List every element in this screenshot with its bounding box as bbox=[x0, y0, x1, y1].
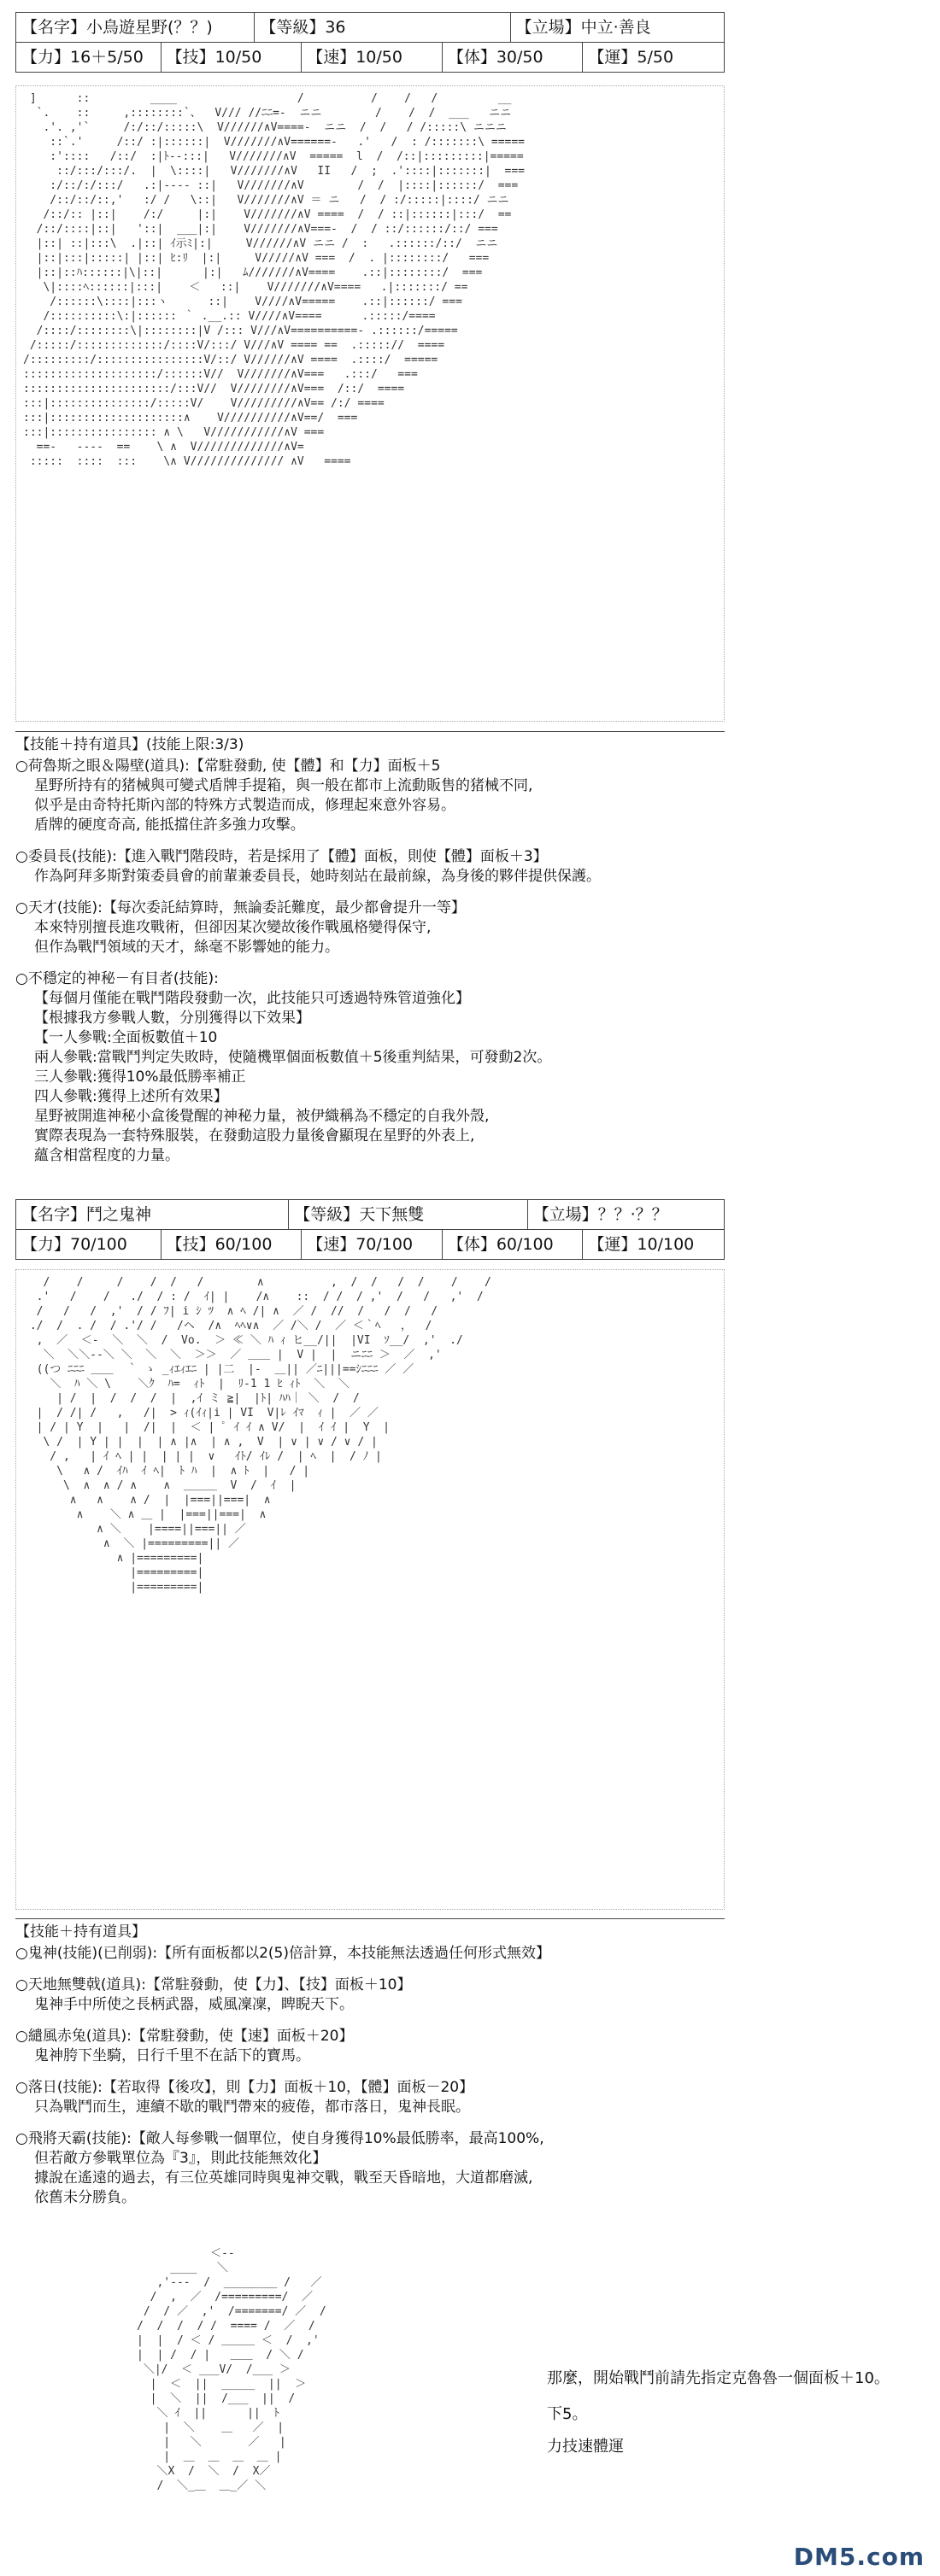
skill-desc-line: 星野所持有的猪械與可變式盾牌手提箱，與一般在都市上流動販售的猪械不同, bbox=[34, 777, 533, 794]
stats-row bbox=[16, 1230, 724, 1259]
ascii-art-character-2: / / / / / / ∧ , / / / / / / .' / / ./ / : / ｲ| | /∧ :: / / / ,' / / ,' / / / / ,' / / ﾌ| i ｼ ﾂ ∧ ﾍ /| ∧ ／ / // / / / / ./ / . / / .'/ / /ヘ /∧ ﾍﾍ∨∧ ／ /＼ / ／ ＜｀ﾍ ， / , ／ ＜- ＼ ＼ / Vo. ＞ ≪ ＼ ﾊ ｨ ヒ__/|| |VI ｿ__/ ,' ./ ＼ ＼＼--＼ ＼ ＼ ＼ ＞＞ ／ ＿＿ | V | | ニﾆﾆ ＞ ／ ,' ((つ ﾆﾆﾆ ＿＿ ｀ ゝ _ｨｴｨｴﾆ | |二 |- ＿|| ／ﾆ|||==ｼﾆﾆﾆ ／ ／ ＼ ﾊ ＼ \ ＼ｸ ﾊ= ｨﾄ | ﾘ-1 1 ﾋ ｨﾄ ＼ ＼ | / | / / / | ,ｲ ミ ≧| |ﾄ| ﾊﾊ｜ ＼ / / | / /| / , /| > ｨ(ｲｨ|i | VI V|ﾚ ｲﾏ ｨ | ／ ／ | / | Y | | /| | ＜ | ﾟ ｲ ｲ ∧ V/ | ｲ ｲ | Y | \ / | Y | | | | ∧ |∧ | ∧ , V | ∨ | ∨ / ∨ / | / , | ｲ ﾍ | | | | | ∨ ｲﾄ/ ｲﾚ / | ﾍ | / ﾉ | \ ∧ / ｲﾊ ｲ ﾍ| ﾄ ﾊ | ∧ ﾄ | / | \ ∧ ∧ / ∧ ∧ ＿＿＿ V / ｲ | ∧ ∧ ∧ / | |===||===| ∧ ∧ ＼ ∧ ＿ | |===||===| ∧ ∧ ＼ |====||===|| ／ ∧ ＼ |=========|| ／ ∧ |=========| |=========| |=========| bbox=[15, 1269, 725, 1910]
stat-skill: 【技】60/100 bbox=[162, 1230, 303, 1259]
skill-desc-line: 三人參戰:獲得10%最低勝率補正 bbox=[34, 1068, 246, 1086]
skill-item bbox=[15, 899, 725, 957]
level-field: 【等級】天下無雙 bbox=[289, 1200, 527, 1229]
skill-title: ○鬼神(技能)(已削弱):【所有面板都以2(5)倍計算，本技能無法透過任何形式無效】 bbox=[15, 1945, 550, 1962]
skill-item bbox=[15, 1944, 725, 1964]
skill-item bbox=[15, 2078, 725, 2117]
level-field: 【等級】36 bbox=[255, 13, 510, 42]
character-sheet-1 bbox=[15, 12, 725, 73]
skill-desc-line: 鬼神胯下坐騎，日行千里不在話下的寶馬。 bbox=[34, 2047, 310, 2064]
narration-line-2: 下5。 bbox=[547, 2405, 588, 2423]
name-field: 【名字】小鳥遊星野(？？) bbox=[16, 13, 255, 42]
skill-desc-line: 依舊未分勝負。 bbox=[34, 2189, 136, 2206]
skill-title: ○委員長(技能):【進入戰鬥階段時，若是採用了【體】面板，則使【體】面板＋3】 bbox=[15, 848, 548, 865]
skills-section-1 bbox=[15, 731, 725, 1178]
skill-title: ○不穩定的神秘－有目者(技能): bbox=[15, 970, 219, 987]
site-logo: DM5.com bbox=[793, 2543, 925, 2571]
skill-desc-line: 蘊含相當程度的力量。 bbox=[34, 1147, 179, 1164]
skill-title: ○天才(技能):【每次委託結算時，無論委託難度，最少都會提升一等】 bbox=[15, 899, 466, 916]
skill-title: ○落日(技能):【若取得【後攻】，則【力】面板＋10，【體】面板－20】 bbox=[15, 2079, 474, 2096]
header-row bbox=[16, 1200, 724, 1230]
stats-row bbox=[16, 43, 724, 72]
character-sheet-2 bbox=[15, 1199, 725, 1260]
skill-desc-line: 似乎是由奇特托斯內部的特殊方式製造而成，修理起來意外容易。 bbox=[34, 797, 455, 814]
skill-desc-line: 實際表現為一套特殊服裝，在發動這股力量後會顯現在星野的外表上, bbox=[34, 1127, 475, 1145]
skills-header: 【技能＋持有道具】 bbox=[15, 1918, 725, 1942]
skill-item bbox=[15, 969, 725, 1166]
skill-desc-line: 但作為戰鬥領域的天才，絲毫不影響她的能力。 bbox=[34, 939, 339, 956]
skills-section-2 bbox=[15, 1918, 725, 2220]
name-field: 【名字】鬥之鬼神 bbox=[16, 1200, 289, 1229]
stat-luck: 【運】5/50 bbox=[588, 48, 674, 67]
stat-speed: 【速】70/100 bbox=[302, 1230, 443, 1259]
skill-item bbox=[15, 2129, 725, 2208]
skill-title: ○飛將天霸(技能):【敵人每參戰一個單位，使自身獲得10%最低勝率，最高100%, bbox=[15, 2130, 544, 2147]
skill-item bbox=[15, 847, 725, 887]
stat-speed: 【速】10/50 bbox=[302, 43, 443, 72]
skills-header: 【技能＋持有道具】(技能上限:3/3) bbox=[15, 731, 725, 755]
skill-desc-line: 盾牌的硬度奇高, 能抵擋住許多強力攻擊。 bbox=[34, 817, 305, 834]
narration-line-3: 力技速體運 bbox=[547, 2438, 624, 2456]
ascii-art-character-1: ] :: ____ / / / / __ `. :: ,::::::::`、 V/// //ﾆﾆ=- ニニ / / / ___ ニニ .'. ,'` /:/::/:::::\ V//////∧V====- ニニ / / / /:::::\ ニニニ ::`.' /::/ :|::::::| V///////∧V======- .' / : /:::::::\ ===== :':::: /::/ :|ﾄ--:::| V///////∧V ===== l / /::|:::::::::|===== ::/:::/:::/. | \::::| V///////∧V II / ; .'::::|:::::::| === :/::/:/:::/ .:|---- ::| V///////∧V / / |::::|::::::/ === /::/::/::,' :/ / \::| V///////∧V ＝ ニ / / :/:::::|::::/ ニニ /::/:: |::| /:/ |:| V///////∧V ==== / / ::|::::::|:::/ == /::/::::|::| '::| ___|:| V///////∧V===- / / ::/::::::/::/ === |::| ::|:::\ .|::| ｲ示ﾐ|:| V//////∧V ニニ / : .::::::/::/ ニニ |::|:::|:::::| |::| ﾋ:ﾘ |:| V/////∧V === / . |::::::::/ === |::|::ﾊ::::::|\|::| |:| ﾑ///////∧V==== .::|::::::::/ === \|::::ﾍ::::::|:::| ＜ ::| V///////∧V==== .|:::::::/ == /::::::\::::|:::ヽ ::| V////∧V===== .::|::::::/ === /::::::::::\:|:::::: ｀ .__.:: V////∧V==== .:::::/==== /::::/::::::::\|::::::::|V /::: V///∧V==========- .::::::/===== /:::::/:::::::::::::/::::V/:::/ V///∧V ==== == .:::::// ==== /:::::::::/::::::::::::::::V/::/ V//////∧V ==== .::::/ ===== ::::::::::::::::::::/::::::V// V///////∧V=== .:::/ === ::::::::::::::::::::::/:::V// V////////∧V=== /::/ ==== :::|:::::::::::::::/:::::V/ V/////////∧V== /:/ ==== :::|::::::::::::::::::::∧ V//////////∧V==/ === :::|:::::::::::::::: ∧ \ V///////////∧V === ==- ---- == \ ∧ V/////////////∧V= ::::: :::: ::: \∧ V////////////// ∧V ==== bbox=[15, 85, 725, 722]
skill-desc-line: 四人參戰:獲得上述所有效果】 bbox=[34, 1088, 228, 1105]
header-row bbox=[16, 13, 724, 43]
skill-title: ○荷魯斯之眼＆陽壁(道具):【常駐發動, 使【體】和【力】面板＋5 bbox=[15, 758, 441, 775]
skill-desc-line: 星野被開進神秘小盒後覺醒的神秘力量，被伊織稱為不穩定的自我外殼, bbox=[34, 1108, 490, 1125]
skill-desc-line: 【一人參戰:全面板數值＋10 bbox=[34, 1029, 218, 1046]
skill-desc-line: 【根據我方參戰人數，分別獲得以下效果】 bbox=[34, 1010, 310, 1027]
skill-desc-line: 鬼神手中所使之長柄武器，威風凜凜，睥睨天下。 bbox=[34, 1996, 354, 2013]
skill-desc-line: 本來特別擅長進攻戰術，但卻因某次變故後作戰風格變得保守, bbox=[34, 919, 432, 936]
skill-title: ○繾風赤兔(道具):【常駐發動，使【速】面板＋20】 bbox=[15, 2028, 354, 2045]
skill-title: ○天地無雙戟(道具):【常駐發動，使【力】、【技】面板＋10】 bbox=[15, 1976, 412, 1993]
stat-skill: 【技】10/50 bbox=[162, 43, 303, 72]
skill-desc-line: 作為阿拜多斯對策委員會的前輩兼委員長，她時刻站在最前線，為身後的夥伴提供保護。 bbox=[34, 868, 601, 885]
stat-luck: 【運】10/100 bbox=[588, 1235, 695, 1254]
stat-body: 【体】30/50 bbox=[443, 43, 584, 72]
stat-power: 【力】70/100 bbox=[16, 1230, 162, 1259]
stat-body: 【体】60/100 bbox=[443, 1230, 584, 1259]
ascii-art-narrator: ＜-- ____ ＼ ,'--- / ________ / ／ / , ／ /=========/ ／ / / ／ ,' /=======/ ／ / / / / / / ==== / ／ / | | / ＜ / ＿＿＿ ＜ / ,' | | / / | ＿＿ / ＼ / ＼|/ ＜ ___V/ /___ ＞ | ＜ || _____ || ＞ | ＼ || /___ || / ＼ ｲ || || ﾄ | ＼ ＿ ／ | | ＼ ／ | | ＿ ＿ ＿ ＿ | ＼X / ＼ / X／ / ＼_＿ ＿_／ ＼ bbox=[137, 2247, 326, 2492]
skill-desc-line: 據說在遙遠的過去，有三位英雄同時與鬼神交戰，戰至天昏暗地，大道都磨滅, bbox=[34, 2169, 533, 2187]
stance-field: 【立場】？？·？？ bbox=[532, 1205, 668, 1224]
skill-item bbox=[15, 1976, 725, 2015]
skill-desc-line: 只為戰鬥而生，連續不歇的戰鬥帶來的疲倦，都市落日，鬼神長眠。 bbox=[34, 2099, 470, 2116]
skill-item bbox=[15, 2027, 725, 2066]
stance-field: 【立場】中立·善良 bbox=[515, 18, 651, 37]
skill-desc-line: 【每個月僅能在戰鬥階段發動一次，此技能只可透過特殊管道強化】 bbox=[34, 990, 470, 1007]
skill-desc-line: 兩人參戰:當戰鬥判定失敗時，使隨機單個面板數值＋5後重判結果，可發動2次。 bbox=[34, 1049, 552, 1066]
stat-power: 【力】16＋5/50 bbox=[16, 43, 162, 72]
skill-item bbox=[15, 757, 725, 835]
narration-line-1: 那麼，開始戰鬥前請先指定克魯魯一個面板＋10。 bbox=[547, 2369, 890, 2387]
skill-desc-line: 但若敵方參戰單位為『3』，則此技能無效化】 bbox=[34, 2150, 327, 2167]
